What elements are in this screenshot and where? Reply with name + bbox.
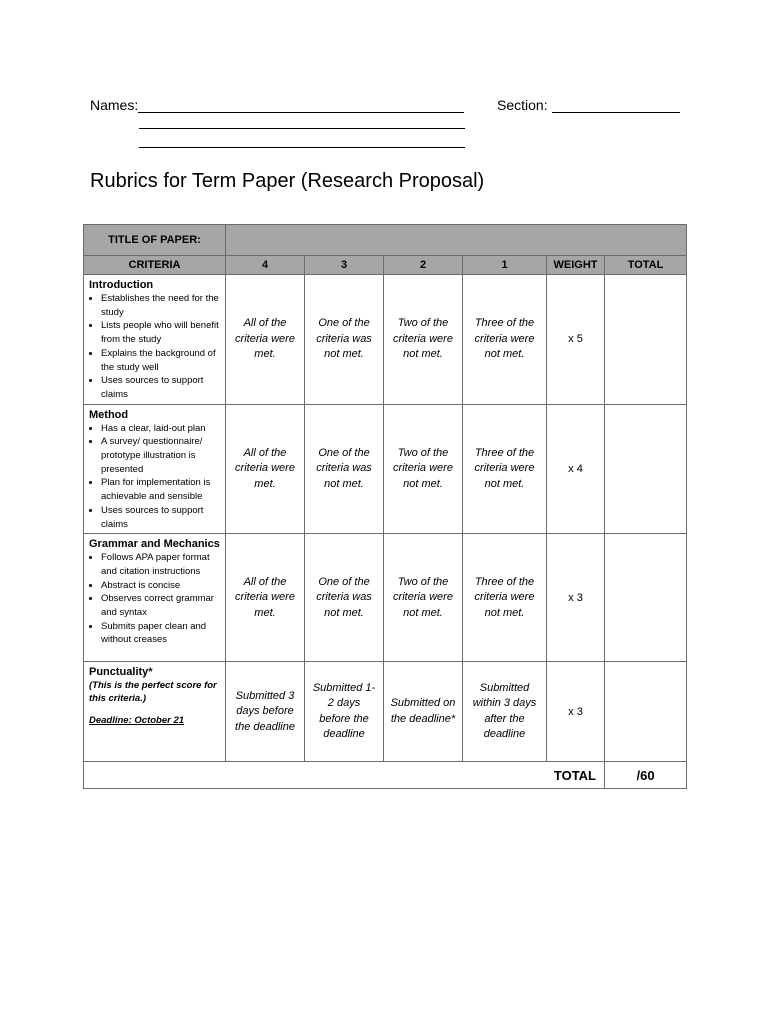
weight-cell: x 4 <box>547 404 605 534</box>
col-header: TOTAL <box>605 256 687 275</box>
criteria-cell <box>84 662 226 762</box>
list-item: • Abstract is concise <box>101 579 221 593</box>
weight-cell: x 3 <box>547 534 605 662</box>
criteria-cell <box>84 534 226 662</box>
criteria-bullets <box>89 422 221 532</box>
score-2-cell: Two of the criteria were not met. <box>384 404 463 534</box>
total-cell <box>605 662 687 762</box>
names-line-1 <box>138 98 464 113</box>
list-item: • Lists people who will benefit from the study <box>101 319 221 346</box>
rubric-table <box>83 224 687 789</box>
col-header: CRITERIA <box>84 256 226 275</box>
score-4-cell: All of the criteria were met. <box>226 404 305 534</box>
col-header: 2 <box>384 256 463 275</box>
score-1-cell: Submitted within 3 days after the deadline <box>463 662 547 762</box>
score-3-cell: Submitted 1-2 days before the deadline <box>305 662 384 762</box>
score-2-cell: Two of the criteria were not met. <box>384 275 463 405</box>
weight-cell: x 3 <box>547 662 605 762</box>
total-value: /60 <box>605 762 687 789</box>
header-row <box>84 256 687 275</box>
deadline-text: Deadline: October 21 <box>89 715 185 727</box>
list-item: • Submits paper clean and without creases <box>101 620 221 647</box>
total-cell <box>605 534 687 662</box>
page-title: Rubrics for Term Paper (Research Proposal) <box>90 170 485 192</box>
weight-cell: x 5 <box>547 275 605 405</box>
table-row <box>84 275 687 405</box>
list-item: • Uses sources to support claims <box>101 504 221 531</box>
list-item: • Uses sources to support claims <box>101 374 221 401</box>
table-row <box>84 662 687 762</box>
section-line <box>552 98 680 113</box>
criteria-cell <box>84 404 226 534</box>
criteria-name: Method <box>89 408 129 421</box>
criteria-cell <box>84 275 226 405</box>
total-row <box>84 762 687 789</box>
section-block <box>497 93 680 113</box>
criteria-name: Grammar and Mechanics <box>89 538 220 551</box>
table-row <box>84 404 687 534</box>
score-3-cell: One of the criteria was not met. <box>305 275 384 405</box>
criteria-bullets <box>89 292 221 402</box>
title-of-paper-field <box>226 225 687 256</box>
list-item: • Plan for implementation is achievable and sensible <box>101 476 221 503</box>
score-1-cell: Three of the criteria were not met. <box>463 404 547 534</box>
list-item: • Explains the background of the study well <box>101 347 221 374</box>
section-label: Section: <box>497 97 548 113</box>
total-label: TOTAL <box>84 762 605 789</box>
score-3-cell: One of the criteria was not met. <box>305 534 384 662</box>
total-cell <box>605 275 687 405</box>
col-header: 3 <box>305 256 384 275</box>
perfect-score-note: (This is the perfect score for this criteria.) <box>89 680 217 705</box>
score-4-cell: All of the criteria were met. <box>226 534 305 662</box>
col-header: WEIGHT <box>547 256 605 275</box>
title-of-paper-row <box>84 225 687 256</box>
total-cell <box>605 404 687 534</box>
title-of-paper-label: TITLE OF PAPER: <box>84 225 226 256</box>
col-header: 1 <box>463 256 547 275</box>
criteria-name: Punctuality* <box>89 666 153 679</box>
names-line-2 <box>139 128 465 129</box>
list-item: • A survey/ questionnaire/ prototype illustration is presented <box>101 435 221 476</box>
list-item: • Establishes the need for the study <box>101 292 221 319</box>
names-line-3 <box>139 147 465 148</box>
col-header: 4 <box>226 256 305 275</box>
score-4-cell: All of the criteria were met. <box>226 275 305 405</box>
names-block <box>90 93 464 113</box>
list-item: • Observes correct grammar and syntax <box>101 592 221 619</box>
score-2-cell: Submitted on the deadline* <box>384 662 463 762</box>
score-4-cell: Submitted 3 days before the deadline <box>226 662 305 762</box>
table-row <box>84 534 687 662</box>
score-2-cell: Two of the criteria were not met. <box>384 534 463 662</box>
list-item: • Has a clear, laid-out plan <box>101 422 221 436</box>
score-3-cell: One of the criteria was not met. <box>305 404 384 534</box>
names-label: Names: <box>90 97 139 113</box>
criteria-name: Introduction <box>89 279 154 291</box>
score-1-cell: Three of the criteria were not met. <box>463 534 547 662</box>
score-1-cell: Three of the criteria were not met. <box>463 275 547 405</box>
list-item: • Follows APA paper format and citation instructions <box>101 551 221 578</box>
criteria-bullets <box>89 551 221 647</box>
